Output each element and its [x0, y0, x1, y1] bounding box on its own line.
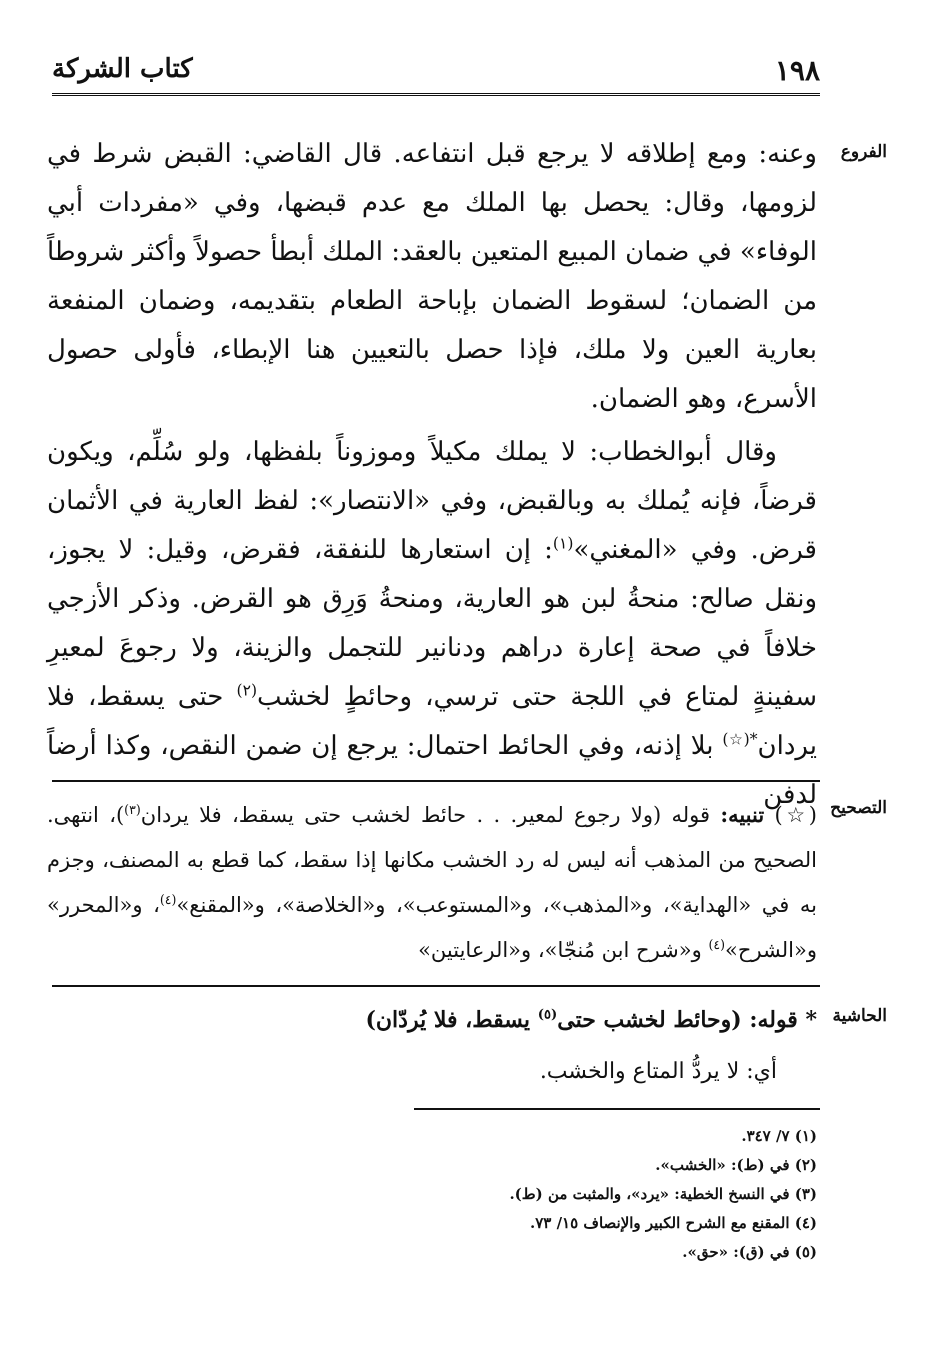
footnote-1: (١) ٧/ ٣٤٧.	[741, 1127, 817, 1145]
footnote-5: (٥) في (ق): «حق».	[682, 1243, 817, 1261]
footnote-ref-2: (٢)	[236, 681, 258, 700]
tashih-part-b: )، انتهى. الصحيح من المذهب أنه ليس له رد الخشب مكانها إذا سقط، كما قطع به المصنف، وجزم به في «الهداية»، و«المذهب»، و«المستوعب»، و«الخلاصة»، و«المقنع»	[47, 803, 817, 917]
footnote-2: (٢) في (ط): «الخشب».	[655, 1156, 817, 1174]
tashih-lead: (☆)	[764, 803, 818, 827]
hashiya-head-part-b: يسقط، فلا يُردّان)	[365, 1007, 538, 1033]
divider-main-tashih	[52, 780, 820, 782]
side-label-hashiya: الحاشية	[832, 1006, 887, 1026]
footnote-4: (٤) المقنع مع الشرح الكبير والإنصاف ١٥/ ٧٣.	[529, 1214, 817, 1232]
page-number: ١٩٨	[774, 54, 820, 87]
tanbih-label: تنبيه:	[720, 802, 765, 827]
main-text	[47, 130, 817, 820]
main-paragraph-2-part-b: : إن استعارها للنفقة، فقرض، وقيل: لا يجوز، ونقل صالح: منحةُ لبن هو العارية، ومنحةُ وَرِق هو القرض. وذكر الأزجي خلافاً في صحة إعارة دراهم ودنانير للتجمل والزينة، ولا رجوعَ لمعيرِ سفينةٍ لمتاع في اللجة حتى ترسي، وحائطٍ لخشب	[47, 535, 817, 712]
hashiya-block	[47, 1000, 817, 1092]
footnotes	[317, 1122, 817, 1267]
running-title: كتاب الشركة	[52, 54, 193, 84]
hashiya-head-part-a: * قوله: (وحائط لخشب حتى	[557, 1007, 817, 1033]
footnote-3: (٣) في النسخ الخطية: «يرد»، والمثبت من (ط).	[509, 1185, 817, 1203]
header-rule	[52, 91, 820, 96]
page-header	[52, 52, 820, 92]
footnote-divider	[414, 1108, 820, 1110]
footnote-ref-1: (١)	[552, 534, 574, 553]
divider-tashih-hashiya	[52, 985, 820, 987]
footnote-ref-5: (٥)	[537, 1007, 558, 1023]
main-paragraph-2-part-d: بلا إذنه، وفي الحائط احتمال: يرجع إن ضمن النقص، وكذا أرضاً لدفن	[47, 731, 817, 810]
footnote-ref-4b: (٤)	[708, 937, 726, 952]
main-paragraph-2-part-c: حتى يسقط، فلا يردان	[47, 682, 817, 761]
tashih-part-c: ، و«المحرر» و«الشرح»	[47, 893, 817, 962]
main-paragraph-2	[47, 428, 817, 820]
star-ref: *(☆)	[722, 730, 758, 749]
side-label-furu: الفروع	[840, 142, 887, 162]
main-paragraph-2-part-a: وقال أبوالخطاب: لا يملك مكيلاً وموزوناً بلفظها، ولو سُلِّم، ويكون قرضاً، فإنه يُملك به وبالقبض، وفي «الانتصار»: لفظ العارية في الأثمان قرض. وفي «المغني»	[47, 437, 817, 565]
main-paragraph-1: وعنه: ومع إطلاقه لا يرجع قبل انتفاعه. قال القاضي: القبض شرط في لزومها، وقال: يحصل بها الملك مع عدم قبضها، وفي «مفردات أبي الوفاء» في ضمان المبيع المتعين بالعقد: الملك أبطأ حصولاً وأكثر شروطاً من الضمان؛ لسقوط الضمان بإباحة الطعام بتقديمه، وضمان المنفعة بعارية العين ولا ملك، فإذا حصل بالتعيين هنا الإبطاء، فأولى حصول الأسرع، وهو الضمان.	[47, 139, 817, 414]
hashiya-heading	[47, 1000, 817, 1040]
side-label-tashih: التصحيح	[830, 798, 887, 818]
footnote-ref-4a: (٤)	[159, 892, 177, 907]
tashih-text	[47, 792, 817, 973]
tashih-part-d: و«شرح ابن مُنجّا»، و«الرعايتين»	[418, 938, 709, 962]
hashiya-body: أي: لا يردُّ المتاع والخشب.	[539, 1059, 777, 1084]
tashih-paragraph	[47, 792, 817, 973]
footnote-ref-3: (٣)	[124, 802, 141, 817]
tashih-part-a: قوله (ولا رجوع لمعير. . . حائط لخشب حتى يسقط، فلا يردان	[140, 803, 721, 827]
